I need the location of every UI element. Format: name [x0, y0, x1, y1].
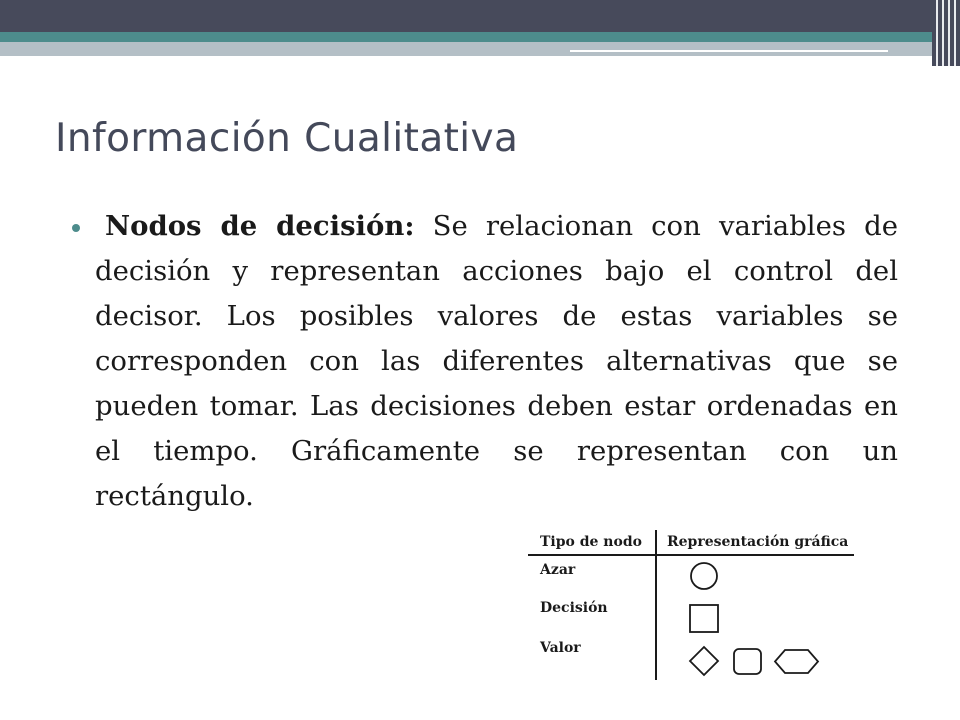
bullet-icon — [72, 224, 80, 232]
node-types-table — [528, 530, 854, 680]
value-node-hexagon-icon — [775, 650, 818, 673]
header-highlight-line — [570, 50, 888, 52]
header-grey-band — [0, 42, 932, 56]
table-row-label-decision: Decisión — [540, 600, 608, 616]
bullet-paragraph — [95, 204, 898, 519]
chance-node-circle-icon — [691, 563, 717, 589]
table-header-type: Tipo de nodo — [540, 534, 642, 550]
table-row-label-valor: Valor — [540, 640, 581, 656]
node-shapes — [528, 530, 854, 680]
header-bar — [0, 0, 932, 32]
slide-title: Información Cualitativa — [55, 116, 519, 161]
decision-node-square-icon — [690, 605, 718, 632]
header-highlight-line-short — [570, 60, 776, 62]
header-corner-decoration — [932, 0, 960, 66]
value-node-rounded-square-icon — [734, 649, 761, 674]
header-accent-band — [0, 32, 932, 42]
table-header-representation: Representación gráfica — [667, 534, 849, 550]
bullet-body: Se relacionan con variables de decisión y representan acciones bajo el control del decisor. Los posibles valores de estas variables se corresponden con las diferentes alternativas que se pueden tomar. Las decisiones deben estar ordenadas en el tiempo. Gráficamente se representan con un rectángulo. — [95, 210, 898, 512]
table-row-label-azar: Azar — [540, 562, 576, 578]
value-node-diamond-icon — [690, 647, 718, 675]
bullet-lead: Nodos de decisión: — [105, 210, 415, 242]
